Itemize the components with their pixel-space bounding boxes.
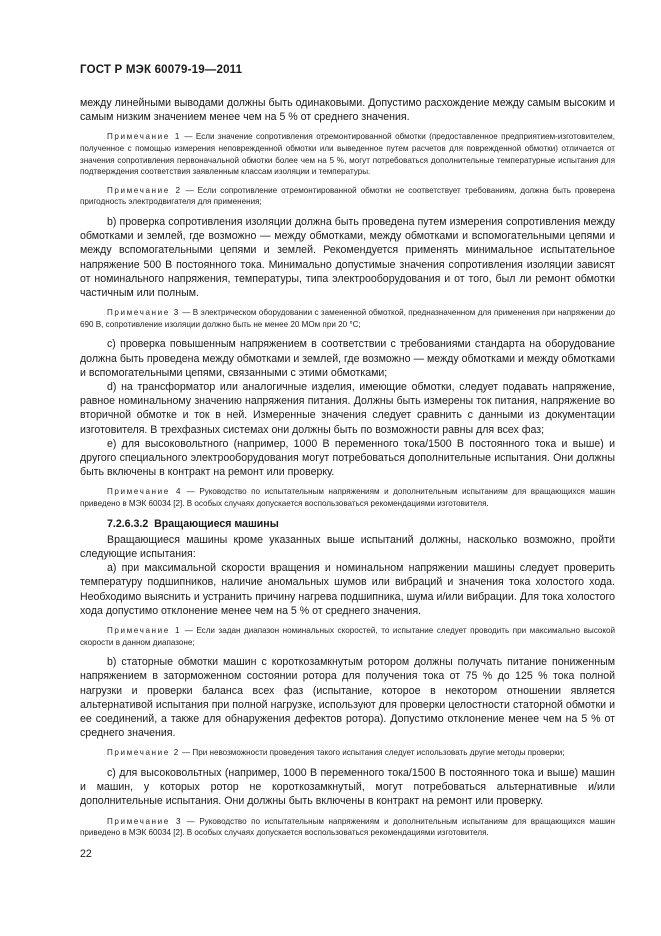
note-label: Примечание 1	[107, 132, 181, 142]
note-label: Примечание 3	[107, 308, 180, 318]
note-label: Примечание 2	[107, 185, 182, 195]
note-text: — Руководство по испытательным напряжениям и дополнительным испытаниям для вращающихся машин приведено в МЭК 60034 [2]. В особых случаях допускается воспользоваться рекомендациями изготовителя.	[80, 816, 615, 838]
section-title: Вращающиеся машины	[154, 517, 279, 530]
note-label: Примечание 1	[107, 626, 182, 636]
paragraph-section-intro: Вращающиеся машины кроме указанных выше испытаний должны, насколько возможно, пройти следующие испытания:	[80, 533, 615, 560]
note-text: — В электрическом оборудовании с замененной обмоткой, предназначенном для применения при напряжении до 690 В, сопротивление изоляции должно быть не менее 20 МОм при 20 °С;	[80, 308, 615, 329]
note-text: — Если сопротивление отремонтированной обмотки не соответствует требованиям, должна быть проверена пригодность электродвигателя для применения;	[80, 185, 615, 207]
section-number: 7.2.6.3.2	[107, 517, 149, 530]
note-text: — Если значение сопротивления отремонтированной обмотки (предоставленное предприятием-изготовителем, полученное с помощью измерения неповрежденной обмотки или выведенное путем расчетов для поврежденной обмотки) отличается от значения сопротивления первоначальной обмотки более чем на 5 %, могут потребоваться дополнительные температурные испытания для подтверждения соответствия заявленным классам изоляции и температуры.	[80, 132, 615, 177]
note-2	[80, 185, 615, 208]
note-3	[80, 307, 615, 330]
note-label: Примечание 2	[107, 748, 180, 758]
note-1	[80, 131, 615, 177]
note-text: — Руководство по испытательным напряжениям и дополнительным испытаниям для вращающихся машин приведено в МЭК 60034 [2]. В особых случаях допускается воспользоваться рекомендациями изготовителя.	[80, 487, 615, 508]
note-text: — Если задан диапазон номинальных скоростей, то испытание следует проводить при максимально высокой скорости в данном диапазоне;	[80, 626, 615, 647]
paragraph-continuation: между линейными выводами должны быть одинаковыми. Допустимо расхождение между самым высоким и самым низким значением менее чем на 5 % от среднего значения.	[80, 97, 615, 124]
paragraph-item-d: d) на трансформатор или аналогичные изделия, имеющие обмотки, следует подавать напряжение, равное номинальному значению напряжения питания. Должны быть измерены ток питания, напряжение во вторичной обмотке и ток в ней. Измеренные значения следует сравнить с данными из документации изготовителя. В трехфазных системах они должны быть по возможности равны для всех фаз;	[80, 380, 615, 436]
section-heading	[80, 517, 615, 531]
paragraph-item-e: e) для высоковольтного (например, 1000 В переменного тока/1500 В постоянного тока и выше) и другого специального электрооборудования могут потребоваться дополнительные испытания. Они должны быть включены в контракт на ремонт или проверку.	[80, 437, 615, 479]
page-number: 22	[80, 848, 92, 860]
note-4	[80, 486, 615, 509]
note-6	[80, 747, 615, 759]
paragraph-section-item-b: b) статорные обмотки машин с короткозамкнутым ротором должны получать питание пониженным напряжением в заторможенном состоянии ротора для получения тока от 75 % до 125 % тока полной нагрузки и проверки баланса всех фаз (испытание, которое в некотором отношении является альтернативой испытания при полной нагрузке, используют для проверки целостности статорной обмотки и ее соединений, а также для обнаружения дефектов ротора). Допустимо отклонение менее чем на 5 % от среднего значения.	[80, 656, 615, 740]
note-text: — При невозможности проведения такого испытания следует использовать другие методы проверки;	[179, 748, 565, 758]
paragraph-section-item-a: a) при максимальной скорости вращения и номинальном напряжении машины следует проверить температуру подшипников, наличие аномальных шумов или вибраций и значения тока холостого хода. Необходимо выяснить и устранить причину нагрева подшипника, шума и/или вибрации. Для тока холостого хода допустимо отклонение менее чем на 5 % от среднего значения.	[80, 562, 615, 617]
note-5	[80, 625, 615, 648]
note-label: Примечание 4	[107, 487, 183, 497]
paragraph-section-item-c: c) для высоковольтных (например, 1000 В переменного тока/1500 В постоянного тока и выше) машин и машин, у которых ротор не короткозамкнутый, могут потребоваться альтернативные и/или дополнительные испытания. Они должны быть включены в контракт на ремонт или проверку.	[80, 767, 615, 808]
paragraph-item-b: b) проверка сопротивления изоляции должна быть проведена путем измерения сопротивления между обмотками и землей, где возможно — между обмотками, между обмотками и вспомогательными цепями и между вспомогательными цепями и землей. Рекомендуется применять минимальное испытательное напряжение 500 В постоянного тока. Минимально допустимые значения сопротивления изоляции зависят от номинального напряжения, температуры, типа электрооборудования и от того, был ли ремонт обмотки частичным или полным.	[80, 215, 615, 299]
paragraph-item-c: c) проверка повышенным напряжением в соответствии с требованиями стандарта на оборудование должна быть проведена между обмотками и землей, где возможно — между обмотками и между обмотками и вспомогательными цепями, связанными с этими обмотками;	[80, 338, 615, 379]
note-7	[80, 816, 615, 839]
page-header: ГОСТ Р МЭК 60079-19—2011	[80, 64, 243, 76]
page-content	[80, 96, 615, 846]
note-label: Примечание 3	[107, 816, 183, 826]
